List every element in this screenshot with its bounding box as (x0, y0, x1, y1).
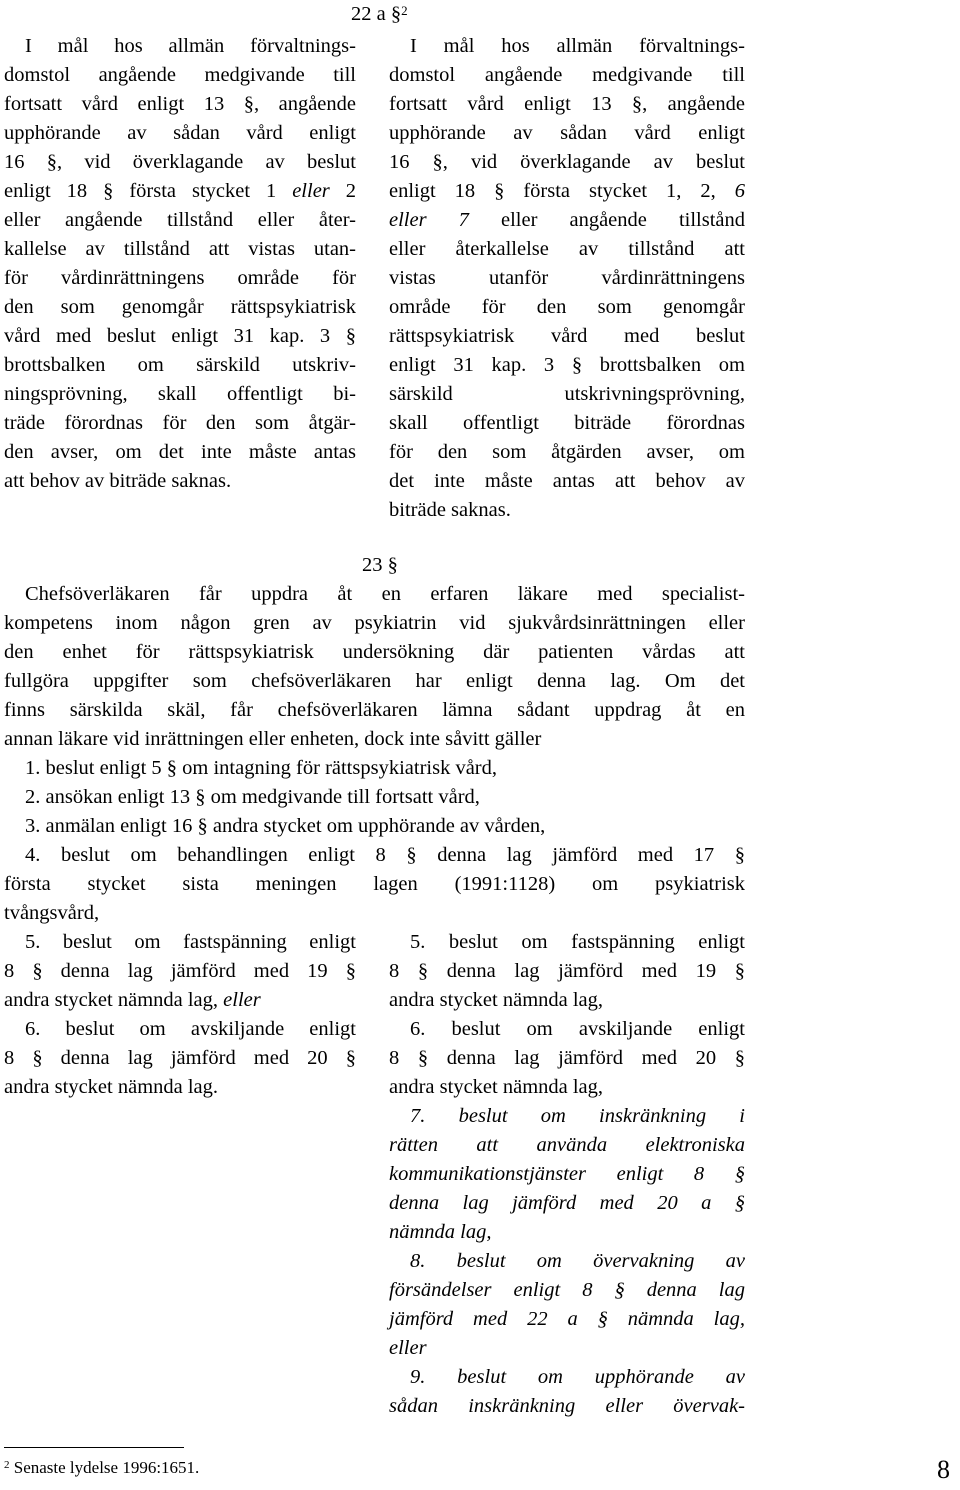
list-item: denna lag jämförd med 20 a § (389, 1192, 745, 1214)
list-item: 6. beslut om avskiljande enligt (410, 1018, 745, 1040)
text-line: den som genomgår rättspsykiatrisk (4, 296, 356, 318)
left-list-old-wording (4, 928, 356, 1102)
text-line: vård med beslut enligt 31 kap. 3 § (4, 325, 356, 347)
list-item: första stycket sista meningen lagen (1991:1128) om psykiatrisk (4, 873, 745, 895)
list-item: 6. beslut om avskiljande enligt (25, 1018, 356, 1040)
list-item: 9. beslut om upphörande av (410, 1366, 745, 1388)
text-line: den avser, om det inte måste antas (4, 441, 356, 463)
paragraph-line: Chefsöverläkaren får uppdra åt en erfaren läkare med specialist- (25, 583, 745, 605)
text-line: brottsbalken om särskild utskriv- (4, 354, 356, 376)
text-line: fortsatt vård enligt 13 §, angående (4, 93, 356, 115)
text-line: eller återkallelse av tillstånd att (389, 238, 745, 260)
text-line: enligt 18 § första stycket 1, 2, 6 (389, 180, 745, 202)
section-heading-23: 23 § (362, 554, 398, 576)
text-line: I mål hos allmän förvaltnings- (410, 35, 745, 57)
text-line: för vårdinrättningens område för (4, 267, 356, 289)
list-item: 5. beslut om fastspänning enligt (410, 931, 745, 953)
text-line: särskild utskrivningsprövning, (389, 383, 745, 405)
list-item: andra stycket nämnda lag. (4, 1076, 219, 1098)
list-item: 3. anmälan enligt 16 § andra stycket om upphörande av vården, (25, 815, 546, 837)
text-line: domstol angående medgivande till (389, 64, 745, 86)
text-line: biträde saknas. (389, 499, 511, 521)
list-item: jämförd med 22 a § nämnda lag, (389, 1308, 745, 1330)
list-item: 8 § denna lag jämförd med 19 § (389, 960, 745, 982)
list-item: 5. beslut om fastspänning enligt (25, 931, 356, 953)
text-line: fortsatt vård enligt 13 §, angående (389, 93, 745, 115)
footnote-text: Senaste lydelse 1996:1651. (13, 1458, 200, 1477)
list-item: andra stycket nämnda lag, (389, 1076, 604, 1098)
list-item: nämnda lag, (389, 1221, 492, 1243)
list-item: försändelser enligt 8 § denna lag (389, 1279, 745, 1301)
text-line: enligt 18 § första stycket 1 eller 2 (4, 180, 356, 202)
list-item (4, 986, 356, 1015)
paragraph-line: annan läkare vid inrättningen eller enheten, dock inte såvitt gäller (4, 728, 542, 750)
text-line: I mål hos allmän förvaltnings- (25, 35, 356, 57)
list-item: tvångsvård, (4, 902, 100, 924)
right-list-new-wording (389, 928, 745, 1421)
list-item: andra stycket nämnda lag, (389, 989, 604, 1011)
text-line: för den som åtgärden avser, om (389, 441, 745, 463)
text-line: träde förordnas för den som åtgär- (4, 412, 356, 434)
text-line: 16 §, vid överklagande av beslut (4, 151, 356, 173)
section-number: 22 a (351, 3, 386, 25)
paragraph-line: den enhet för rättspsykiatrisk undersökning där patienten vårdas att (4, 641, 745, 663)
text-line: eller 7 eller angående tillstånd (389, 209, 745, 231)
footnote-divider (4, 1447, 184, 1448)
list-item: 2. ansökan enligt 13 § om medgivande till fortsatt vård, (25, 786, 480, 808)
text-line: eller angående tillstånd eller åter- (4, 209, 356, 231)
paragraph-line: finns särskilda skäl, får chefsöverläkaren lämna sådant uppdrag åt en (4, 699, 745, 721)
section-23-body (4, 580, 745, 928)
text-line: enligt 31 kap. 3 § brottsbalken om (389, 354, 745, 376)
list-item: 8 § denna lag jämförd med 19 § (4, 960, 356, 982)
list-item: 1. beslut enligt 5 § om intagning för rättspsykiatrisk vård, (25, 757, 498, 779)
footnote-number: 2 (4, 1459, 10, 1471)
paragraph-line: kompetens inom någon gren av psykiatrin vid sjukvårdsinrättningen eller (4, 612, 745, 634)
footnote-ref: 2 (401, 3, 408, 18)
right-column-new-wording (389, 32, 745, 525)
text-line: skall offentligt biträde förordnas (389, 412, 745, 434)
list-item: 8. beslut om övervakning av (410, 1250, 745, 1272)
text-line: upphörande av sådan vård enligt (389, 122, 745, 144)
list-item: 4. beslut om behandlingen enligt 8 § denna lag jämförd med 17 § (25, 844, 745, 866)
section-symbol: § (390, 3, 402, 25)
text-line: det inte måste antas att behov av (389, 470, 745, 492)
text-line: område för den som genomgår (389, 296, 745, 318)
text-line: ningsprövning, skall offentligt bi- (4, 383, 356, 405)
text-line: kallelse av tillstånd att vistas utan- (4, 238, 356, 260)
list-item: kommunikationstjänster enligt 8 § (389, 1163, 745, 1185)
list-item: 8 § denna lag jämförd med 20 § (4, 1047, 356, 1069)
text-line: rättspsykiatrisk vård med beslut (389, 325, 745, 347)
text-line: upphörande av sådan vård enligt (4, 122, 356, 144)
list-item: rätten att använda elektroniska (389, 1134, 745, 1156)
page-number: 8 (937, 1455, 950, 1484)
list-item: sådan inskränkning eller övervak- (389, 1395, 745, 1417)
text-line: vistas utanför vårdinrättningens (389, 267, 745, 289)
left-column-old-wording (4, 32, 356, 496)
text-line: att behov av biträde saknas. (4, 470, 232, 492)
section-heading-22a (351, 0, 408, 29)
list-item: eller (389, 1337, 427, 1359)
text-line: domstol angående medgivande till (4, 64, 356, 86)
list-item-text: andra stycket nämnda lag, (4, 989, 219, 1011)
list-item: 8 § denna lag jämförd med 20 § (389, 1047, 745, 1069)
text-line: 16 §, vid överklagande av beslut (389, 151, 745, 173)
list-item-italic: eller (223, 989, 261, 1011)
list-item: 7. beslut om inskränkning i (410, 1105, 745, 1127)
footnote (4, 1457, 199, 1479)
paragraph-line: fullgöra uppgifter som chefsöverläkaren har enligt denna lag. Om det (4, 670, 745, 692)
